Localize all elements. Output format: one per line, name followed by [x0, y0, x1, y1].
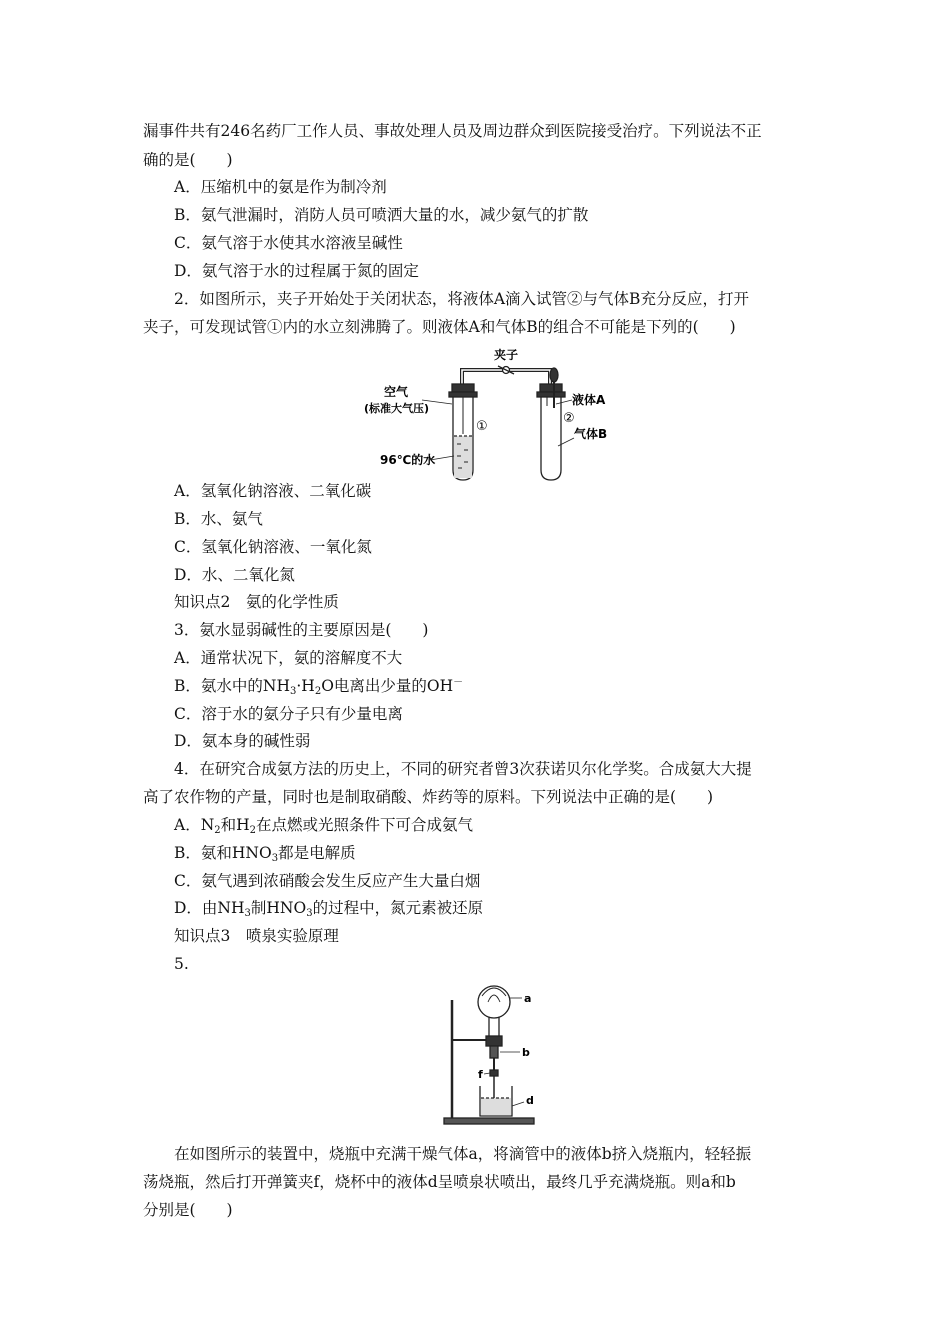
- q3-option-d: D．氨本身的碱性弱: [174, 732, 311, 750]
- q1-stem-line2: 确的是( ): [143, 151, 233, 169]
- clip-label: 夹子: [494, 348, 519, 362]
- q5-fountain-apparatus-figure: [440, 980, 550, 1130]
- q2-option-d: D．水、二氧化氮: [174, 566, 295, 584]
- q4-option-a: A．$N_2$和$H_2$在点燃或光照条件下可合成氨气: [174, 816, 474, 836]
- q3-option-a: A．通常状况下，氨的溶解度不大: [174, 649, 403, 667]
- q1-option-d: D．氨气溶于水的过程属于氮的固定: [174, 262, 419, 280]
- label-d: d: [526, 1094, 534, 1107]
- q3-option-c: C．溶于水的氨分子只有少量电离: [174, 705, 403, 723]
- q3-stem: 3．氨水显弱碱性的主要原因是( ): [174, 621, 429, 639]
- liquid-a-label: 液体A: [572, 393, 606, 407]
- q4-option-d: D．由$NH_3$制$HNO_3$的过程中，氮元素被还原: [174, 899, 484, 919]
- q2-option-b: B．水、氨气: [174, 510, 263, 528]
- q2-option-a: A．氢氧化钠溶液、二氧化碳: [174, 482, 372, 500]
- q2-stem-line1: 2．如图所示，夹子开始处于关闭状态，将液体A滴入试管②与气体B充分反应，打开: [174, 290, 749, 308]
- q2-stem-line2: 夹子，可发现试管①内的水立刻沸腾了。则液体A和气体B的组合不可能是下列的( ): [143, 318, 736, 336]
- q2-apparatus-figure: [360, 342, 640, 484]
- q3-option-b: B．氨水中的$NH_3\cdot H_2O$电离出少量的OH－: [174, 677, 464, 697]
- q5-number: 5.: [174, 955, 189, 973]
- air-label: 空气: [384, 385, 409, 399]
- q4-option-c: C．氨气遇到浓硝酸会发生反应产生大量白烟: [174, 872, 481, 890]
- q1-option-a: A．压缩机中的氨是作为制冷剂: [174, 178, 387, 196]
- label-a: a: [524, 992, 532, 1005]
- q5-stem-line3: 分别是( ): [143, 1201, 233, 1219]
- tube1-label: ①: [476, 419, 488, 434]
- label-f: f: [478, 1068, 483, 1081]
- q1-stem-line1: 漏事件共有246名药厂工作人员、事故处理人员及周边群众到医院接受治疗。下列说法不正: [143, 122, 762, 140]
- q4-stem-line2: 高了农作物的产量，同时也是制取硝酸、炸药等的原料。下列说法中正确的是( ): [143, 788, 714, 806]
- water-label: 96℃的水: [380, 453, 436, 467]
- q1-option-c: C．氨气溶于水使其水溶液呈碱性: [174, 234, 403, 252]
- q2-option-c: C．氢氧化钠溶液、一氧化氮: [174, 538, 372, 556]
- pressure-label: (标准大气压): [364, 402, 430, 415]
- section-heading-3: 知识点3 喷泉实验原理: [174, 927, 339, 945]
- section-heading-2: 知识点2 氨的化学性质: [174, 593, 339, 611]
- q5-stem-line2: 荡烧瓶，然后打开弹簧夹f，烧杯中的液体d呈喷泉状喷出，最终几乎充满烧瓶。则a和b: [143, 1173, 736, 1191]
- q4-option-b: B．氨和$HNO_3$都是电解质: [174, 844, 356, 864]
- q1-option-b: B．氨气泄漏时，消防人员可喷洒大量的水，减少氨气的扩散: [174, 206, 589, 224]
- q4-stem-line1: 4．在研究合成氨方法的历史上，不同的研究者曾3次获诺贝尔化学奖。合成氨大大提: [174, 760, 752, 778]
- q5-stem-line1: 在如图所示的装置中，烧瓶中充满干燥气体a，将滴管中的液体b挤入烧瓶内，轻轻振: [174, 1145, 752, 1163]
- label-b: b: [522, 1046, 530, 1059]
- gas-b-label: 气体B: [574, 427, 608, 441]
- tube2-label: ②: [563, 411, 575, 426]
